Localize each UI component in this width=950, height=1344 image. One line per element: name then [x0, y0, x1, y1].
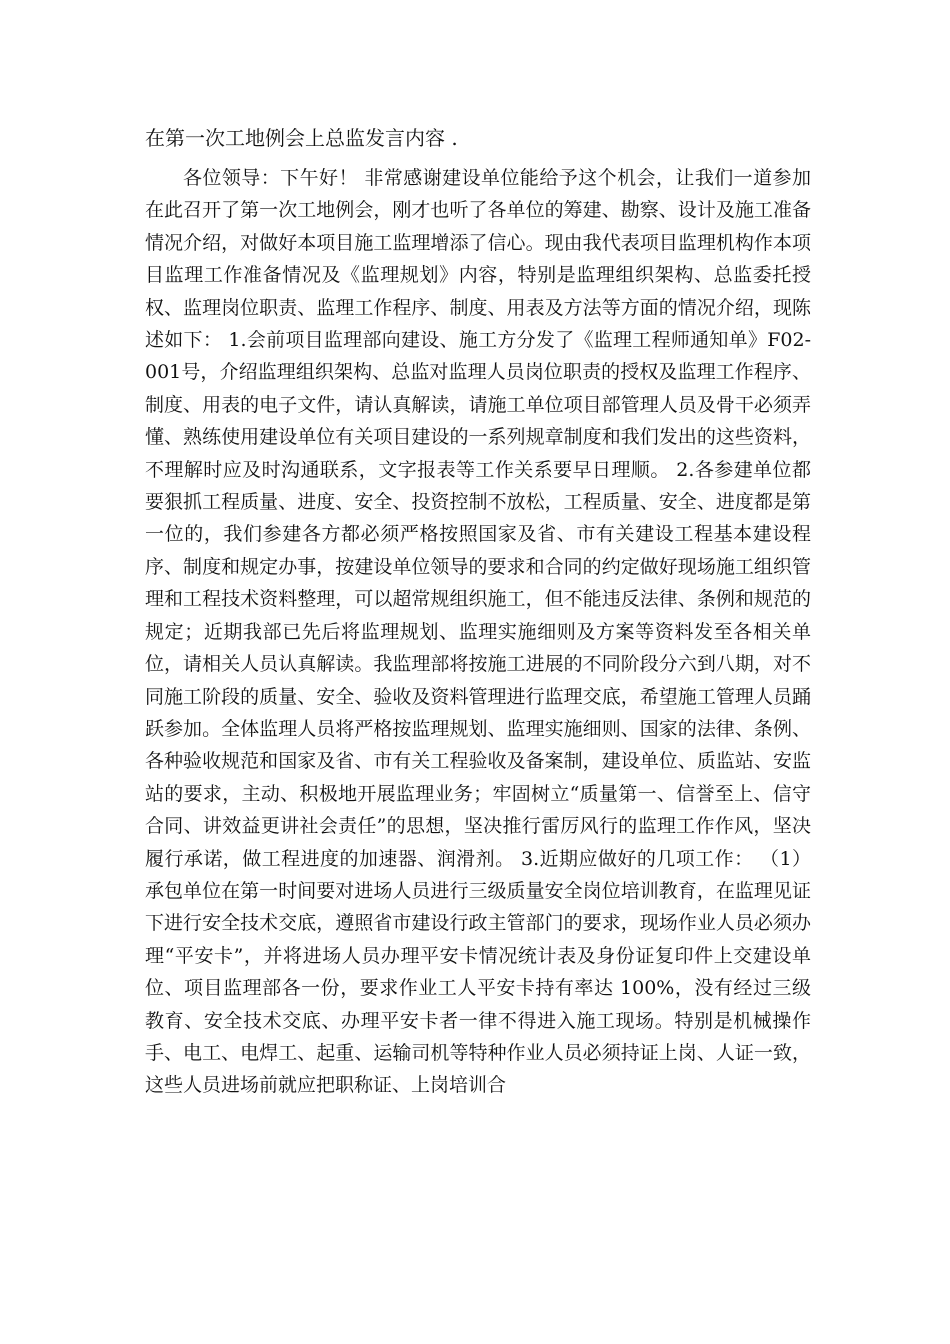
document-body-paragraph: 各位领导：下午好！ 非常感谢建设单位能给予这个机会，让我们一道参加在此召开了第一次工地例会，刚才也听了各单位的筹建、勘察、设计及施工准备情况介绍，对做好本项目施工监理增添了信心。现由我代表项目监理机构作本项目监理工作准备情况及《监理规划》内容，特别是监理组织架构、总监委托授权、监理岗位职责、监理工作程序、制度、用表及方法等方面的情况介绍，现陈述如下： 1.会前项目监理部向建设、施工方分发了《监理工程师通知单》F02-001号，介绍监理组织架构、总监对监理人员岗位职责的授权及监理工作程序、制度、用表的电子文件，请认真解读，请施工单位项目部管理人员及骨干必须弄懂、熟练使用建设单位有关项目建设的一系列规章制度和我们发出的这些资料，不理解时应及时沟通联系，文字报表等工作关系要早日理顺。 2.各参建单位都要狠抓工程质量、进度、安全、投资控制不放松，工程质量、安全、进度都是第一位的，我们参建各方都必须严格按照国家及省、市有关建设工程基本建设程序、制度和规定办事，按建设单位领导的要求和合同的约定做好现场施工组织管理和工程技术资料整理，可以超常规组织施工，但不能违反法律、条例和规范的规定；近期我部已先后将监理规划、监理实施细则及方案等资料发至各相关单位，请相关人员认真解读。我监理部将按施工进展的不同阶段分六到八期，对不同施工阶段的质量、安全、验收及资料管理进行监理交底，希望施工管理人员踊跃参加。全体监理人员将严格按监理规划、监理实施细则、国家的法律、条例、各种验收规范和国家及省、市有关工程验收及备案制，建设单位、质监站、安监站的要求，主动、积极地开展监理业务；牢固树立“质量第一、信誉至上、信守合同、讲效益更讲社会责任”的思想，坚决推行雷厉风行的监理工作作风，坚决履行承诺，做工程进度的加速器、润滑剂。 3.近期应做好的几项工作： （1）承包单位在第一时间要对进场人员进行三级质量安全岗位培训教育，在监理见证下进行安全技术交底，遵照省市建设行政主管部门的要求，现场作业人员必须办理“平安卡”，并将进场人员办理平安卡情况统计表及身份证复印件上交建设单位、项目监理部各一份，要求作业工人平安卡持有率达 100%，没有经过三级教育、安全技术交底、办理平安卡者一律不得进入施工现场。特别是机械操作手、电工、电焊工、起重、运输司机等特种作业人员必须持证上岗、人证一致，这些人员进场前就应把职称证、上岗培训合: [145, 167, 811, 1097]
document-title: 在第一次工地例会上总监发言内容 .: [145, 126, 458, 150]
